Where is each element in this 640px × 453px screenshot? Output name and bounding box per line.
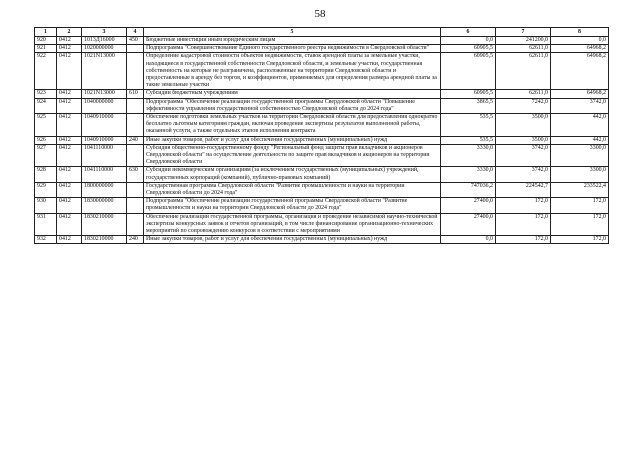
amount-year1-cell: 3330,0	[441, 167, 496, 182]
amount-year2-cell: 3742,0	[496, 167, 551, 182]
target-article-cell: 1040910000	[82, 114, 127, 137]
expense-type-cell	[127, 98, 144, 113]
target-article-cell: 1800000000	[82, 182, 127, 197]
amount-year3-cell: 442,0	[551, 114, 609, 137]
table-row	[35, 136, 609, 144]
amount-year1-cell: 0,0	[441, 236, 496, 244]
amount-year1-cell: 0,0	[441, 37, 496, 45]
amount-year3-cell: 64968,2	[551, 90, 609, 98]
column-header: 8	[551, 28, 609, 37]
amount-year1-cell: 3330,0	[441, 144, 496, 167]
target-article-cell: 1040910000	[82, 136, 127, 144]
amount-year2-cell: 224542,7	[496, 182, 551, 197]
amount-year2-cell: 62611,0	[496, 45, 551, 53]
section-code-cell: 0412	[57, 90, 82, 98]
table-row	[35, 213, 609, 236]
row-number-cell: 927	[35, 144, 57, 167]
amount-year2-cell: 62611,0	[496, 53, 551, 90]
target-article-cell: 1040000000	[82, 98, 127, 113]
section-code-cell: 0412	[57, 236, 82, 244]
description-cell: Субсидия общественно-государственному фонду "Региональный фонд защиты прав вкладчиков и акционеров Свердловской области" на осуществление деятельности по защите прав вкладчиков и акционеров на территории Свердловской области	[144, 144, 441, 167]
column-header: 2	[57, 28, 82, 37]
amount-year1-cell: 3865,5	[441, 98, 496, 113]
description-cell: Иные закупки товаров, работ и услуг для обеспечения государственных (муниципальных) нужд	[144, 236, 441, 244]
column-header: 7	[496, 28, 551, 37]
table-row	[35, 167, 609, 182]
row-number-cell: 929	[35, 182, 57, 197]
table-row	[35, 45, 609, 53]
amount-year2-cell: 7242,0	[496, 98, 551, 113]
section-code-cell: 0412	[57, 114, 82, 137]
target-article-cell: 1830000000	[82, 198, 127, 213]
section-code-cell: 0412	[57, 198, 82, 213]
section-code-cell: 0412	[57, 167, 82, 182]
amount-year1-cell: 60905,5	[441, 53, 496, 90]
expense-type-cell: 610	[127, 90, 144, 98]
section-code-cell: 0412	[57, 53, 82, 90]
amount-year1-cell: 60905,5	[441, 45, 496, 53]
target-article-cell: 1020000000	[82, 45, 127, 53]
row-number-cell: 921	[35, 45, 57, 53]
description-cell: Иные закупки товаров, работ и услуг для обеспечения государственных (муниципальных) нужд	[144, 136, 441, 144]
target-article-cell: 1021N13000	[82, 90, 127, 98]
description-cell: Субсидии бюджетным учреждениям	[144, 90, 441, 98]
table-header-row	[35, 28, 609, 37]
row-number-cell: 920	[35, 37, 57, 45]
column-header: 4	[127, 28, 144, 37]
section-code-cell: 0412	[57, 213, 82, 236]
amount-year1-cell: 535,5	[441, 114, 496, 137]
amount-year3-cell: 0,0	[551, 37, 609, 45]
section-code-cell: 0412	[57, 45, 82, 53]
table-row	[35, 53, 609, 90]
expense-type-cell	[127, 53, 144, 90]
target-article-cell: 1021N13000	[82, 53, 127, 90]
target-article-cell: 1041110000	[82, 167, 127, 182]
expense-type-cell	[127, 182, 144, 197]
amount-year1-cell: 27400,0	[441, 198, 496, 213]
section-code-cell: 0412	[57, 98, 82, 113]
section-code-cell: 0412	[57, 136, 82, 144]
description-cell: Подпрограмма "Совершенствование Единого государственного реестра недвижимости в Свердловской области"	[144, 45, 441, 53]
expense-type-cell: 240	[127, 136, 144, 144]
description-cell: Подпрограмма "Обеспечение реализации государственной программы Свердловской области "Развитие промышленности и науки на территории Свердловской области до 2024 года"	[144, 198, 441, 213]
amount-year2-cell: 172,0	[496, 198, 551, 213]
expense-type-cell	[127, 114, 144, 137]
row-number-cell: 923	[35, 90, 57, 98]
row-number-cell: 926	[35, 136, 57, 144]
amount-year3-cell: 64968,2	[551, 53, 609, 90]
target-article-cell: 1013Д16000	[82, 37, 127, 45]
description-cell: Обеспечение подготовки земельных участков на территории Свердловской области для предоставления однократно бесплатно льготным категориям граждан, включая проведение экспертизы результатов выполненной работы, оказанной услуги, а также отдельных этапов исполнения контракта	[144, 114, 441, 137]
table-body	[35, 37, 609, 244]
table-row	[35, 90, 609, 98]
target-article-cell: 1830210000	[82, 213, 127, 236]
expense-type-cell	[127, 213, 144, 236]
section-code-cell: 0412	[57, 144, 82, 167]
table-row	[35, 144, 609, 167]
amount-year2-cell: 241200,0	[496, 37, 551, 45]
column-header: 5	[144, 28, 441, 37]
amount-year1-cell: 27400,0	[441, 213, 496, 236]
row-number-cell: 925	[35, 114, 57, 137]
amount-year3-cell: 233522,4	[551, 182, 609, 197]
amount-year3-cell: 3742,0	[551, 98, 609, 113]
amount-year2-cell: 172,0	[496, 213, 551, 236]
expense-type-cell	[127, 45, 144, 53]
description-cell: Государственная программа Свердловской области "Развитие промышленности и науки на территории Свердловской области до 2024 года"	[144, 182, 441, 197]
table-row	[35, 37, 609, 45]
table-row	[35, 98, 609, 113]
column-header: 6	[441, 28, 496, 37]
amount-year3-cell: 3300,0	[551, 167, 609, 182]
amount-year3-cell: 64968,2	[551, 45, 609, 53]
description-cell: Обеспечение реализации государственной программы, организация и проведение независимой научно-технической экспертизы конкурсных заявок и отчетов организаций, в том числе финансирование организационно-технических мероприятий по сопровождению конкурсов в соответствии с мероприятиями	[144, 213, 441, 236]
table-row	[35, 236, 609, 244]
description-cell: Субсидии некоммерческим организациям (за исключением государственных (муниципальных) учреждений, государственных корпораций (компаний), публично-правовых компаний)	[144, 167, 441, 182]
expense-type-cell	[127, 198, 144, 213]
amount-year3-cell: 172,0	[551, 213, 609, 236]
table-row	[35, 114, 609, 137]
budget-table	[34, 27, 609, 244]
row-number-cell: 930	[35, 198, 57, 213]
amount-year3-cell: 442,0	[551, 136, 609, 144]
row-number-cell: 924	[35, 98, 57, 113]
expense-type-cell: 450	[127, 37, 144, 45]
row-number-cell: 932	[35, 236, 57, 244]
column-header: 3	[82, 28, 127, 37]
amount-year3-cell: 172,0	[551, 198, 609, 213]
expense-type-cell: 240	[127, 236, 144, 244]
amount-year2-cell: 62611,0	[496, 90, 551, 98]
target-article-cell: 1041110000	[82, 144, 127, 167]
description-cell: Подпрограмма "Обеспечение реализации государственной программы Свердловской области "Повышение эффективности управления государственной собственностью Свердловской области до 2024 года"	[144, 98, 441, 113]
section-code-cell: 0412	[57, 182, 82, 197]
expense-type-cell	[127, 144, 144, 167]
amount-year3-cell: 172,0	[551, 236, 609, 244]
amount-year2-cell: 172,0	[496, 236, 551, 244]
amount-year1-cell: 60905,5	[441, 90, 496, 98]
description-cell: Определение кадастровой стоимости объектов недвижимости, ставок арендной платы за земельные участки, находящиеся в государственной собственности Свердловской области, и земельные участки, государственная собственность на которые не разграничена, расположенные на территории Свердловской области и предоставленные в аренду без торгов, и коэффициентов, применяемых для определения размера арендной платы за такие земельные участки	[144, 53, 441, 90]
table-row	[35, 182, 609, 197]
amount-year2-cell: 3500,0	[496, 114, 551, 137]
amount-year1-cell: 747036,2	[441, 182, 496, 197]
target-article-cell: 1830210000	[82, 236, 127, 244]
amount-year3-cell: 3300,0	[551, 144, 609, 167]
row-number-cell: 922	[35, 53, 57, 90]
row-number-cell: 928	[35, 167, 57, 182]
expense-type-cell: 630	[127, 167, 144, 182]
table-row	[35, 198, 609, 213]
section-code-cell: 0412	[57, 37, 82, 45]
amount-year1-cell: 535,5	[441, 136, 496, 144]
row-number-cell: 931	[35, 213, 57, 236]
amount-year2-cell: 3500,0	[496, 136, 551, 144]
description-cell: Бюджетные инвестиции иным юридическим лицам	[144, 37, 441, 45]
page-number: 58	[314, 8, 326, 20]
column-header: 1	[35, 28, 57, 37]
amount-year2-cell: 3742,0	[496, 144, 551, 167]
